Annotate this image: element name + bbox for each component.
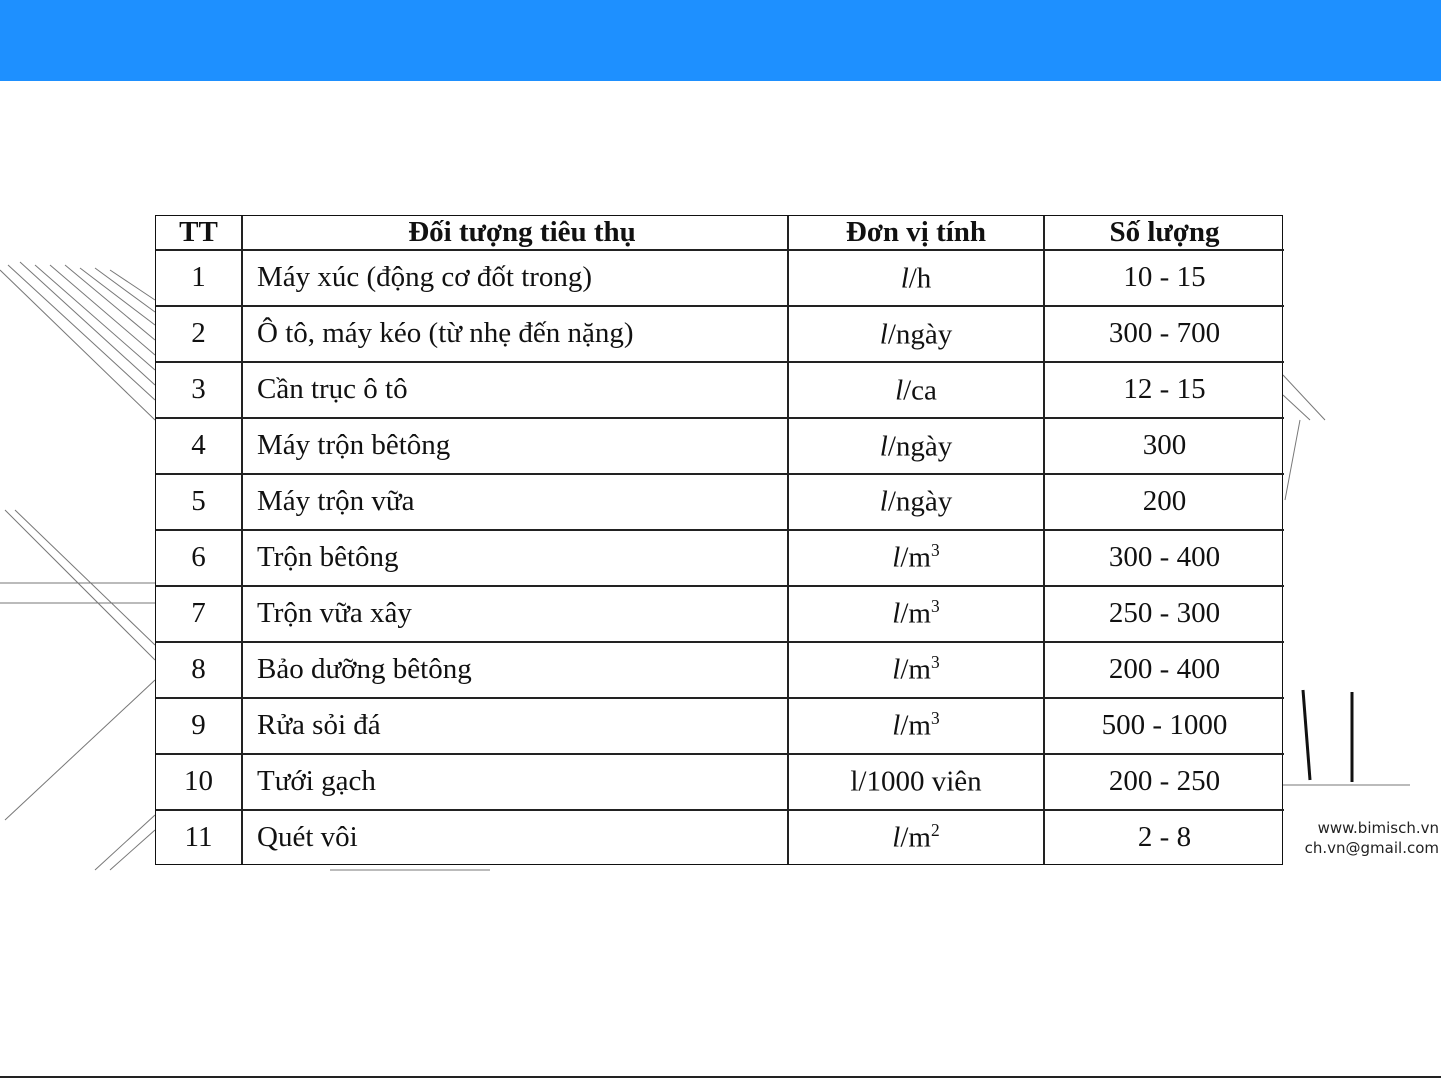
- row-unit: [788, 418, 1044, 474]
- unit-liter-symbol: l: [900, 262, 909, 295]
- row-object: Máy trộn bêtông: [242, 418, 788, 474]
- unit-text: /m: [900, 821, 931, 854]
- row-tt: 9: [156, 698, 242, 754]
- row-object: Trộn vữa xây: [242, 586, 788, 642]
- table-row: [156, 586, 1284, 642]
- bottom-divider: [0, 1076, 1441, 1078]
- row-unit: [788, 250, 1044, 306]
- header-quantity: Số lượng: [1044, 216, 1284, 250]
- row-tt: 1: [156, 250, 242, 306]
- row-tt: 5: [156, 474, 242, 530]
- row-object: Ô tô, máy kéo (từ nhẹ đến nặng): [242, 306, 788, 362]
- water-consumption-table: [155, 215, 1283, 865]
- row-object: Trộn bêtông: [242, 530, 788, 586]
- unit-liter-symbol: l: [895, 374, 904, 407]
- unit-text: l/1000 viên: [850, 765, 982, 798]
- unit-liter-symbol: l: [879, 486, 888, 519]
- unit-text: /m: [900, 653, 931, 686]
- row-tt: 11: [156, 810, 242, 864]
- row-quantity: 200 - 250: [1044, 754, 1284, 810]
- row-tt: 8: [156, 642, 242, 698]
- table-row: [156, 698, 1284, 754]
- table-header-row: [156, 216, 1284, 250]
- row-quantity: 300: [1044, 418, 1284, 474]
- table-row: [156, 418, 1284, 474]
- row-tt: 3: [156, 362, 242, 418]
- row-quantity: 12 - 15: [1044, 362, 1284, 418]
- row-unit: [788, 586, 1044, 642]
- unit-exponent: 3: [930, 708, 940, 729]
- row-quantity: 200: [1044, 474, 1284, 530]
- table: [156, 216, 1284, 864]
- unit-text: /m: [900, 598, 931, 631]
- row-unit: [788, 810, 1044, 864]
- row-tt: 6: [156, 530, 242, 586]
- watermark-line1: www.bimisch.vn: [1317, 819, 1439, 837]
- table-row: [156, 810, 1284, 864]
- table-row: [156, 754, 1284, 810]
- row-quantity: 10 - 15: [1044, 250, 1284, 306]
- row-object: Cần trục ô tô: [242, 362, 788, 418]
- header-object: Đối tượng tiêu thụ: [242, 216, 788, 250]
- unit-text: /m: [900, 542, 931, 575]
- unit-exponent: 3: [930, 596, 940, 617]
- row-tt: 7: [156, 586, 242, 642]
- unit-text: /m: [900, 709, 931, 742]
- row-unit: [788, 474, 1044, 530]
- unit-text: /h: [908, 262, 932, 295]
- row-object: Bảo dưỡng bêtông: [242, 642, 788, 698]
- row-unit: [788, 362, 1044, 418]
- table-row: [156, 362, 1284, 418]
- table-row: [156, 530, 1284, 586]
- table-row: [156, 250, 1284, 306]
- table-row: [156, 642, 1284, 698]
- unit-liter-symbol: l: [892, 821, 901, 854]
- row-tt: 10: [156, 754, 242, 810]
- unit-text: /ngày: [887, 486, 953, 519]
- watermark-line2: ch.vn@gmail.com: [1304, 839, 1439, 857]
- row-quantity: 300 - 700: [1044, 306, 1284, 362]
- watermark: [1305, 818, 1439, 858]
- unit-exponent: 3: [930, 652, 940, 673]
- row-quantity: 200 - 400: [1044, 642, 1284, 698]
- unit-text: /ngày: [887, 318, 953, 351]
- unit-text: /ngày: [887, 430, 953, 463]
- row-unit: [788, 754, 1044, 810]
- row-unit: [788, 530, 1044, 586]
- header-tt: TT: [156, 216, 242, 250]
- row-object: Máy xúc (động cơ đốt trong): [242, 250, 788, 306]
- row-quantity: 300 - 400: [1044, 530, 1284, 586]
- unit-liter-symbol: l: [892, 709, 901, 742]
- unit-liter-symbol: l: [892, 542, 901, 575]
- unit-liter-symbol: l: [892, 598, 901, 631]
- unit-exponent: 2: [930, 819, 940, 840]
- row-unit: [788, 306, 1044, 362]
- table-row: [156, 306, 1284, 362]
- row-quantity: 500 - 1000: [1044, 698, 1284, 754]
- unit-liter-symbol: l: [879, 318, 888, 351]
- row-object: Quét vôi: [242, 810, 788, 864]
- row-quantity: 2 - 8: [1137, 820, 1192, 853]
- row-unit: [788, 698, 1044, 754]
- row-unit: [788, 642, 1044, 698]
- unit-liter-symbol: l: [879, 430, 888, 463]
- header-unit: Đơn vị tính: [788, 216, 1044, 250]
- table-row: [156, 474, 1284, 530]
- unit-exponent: 3: [930, 540, 940, 561]
- row-object: Máy trộn vữa: [242, 474, 788, 530]
- row-quantity: 250 - 300: [1044, 586, 1284, 642]
- row-object: Rửa sỏi đá: [242, 698, 788, 754]
- row-tt: 4: [156, 418, 242, 474]
- row-tt: 2: [156, 306, 242, 362]
- unit-text: /ca: [903, 374, 937, 407]
- table-body: [156, 250, 1284, 864]
- unit-liter-symbol: l: [892, 653, 901, 686]
- row-object: Tưới gạch: [242, 754, 788, 810]
